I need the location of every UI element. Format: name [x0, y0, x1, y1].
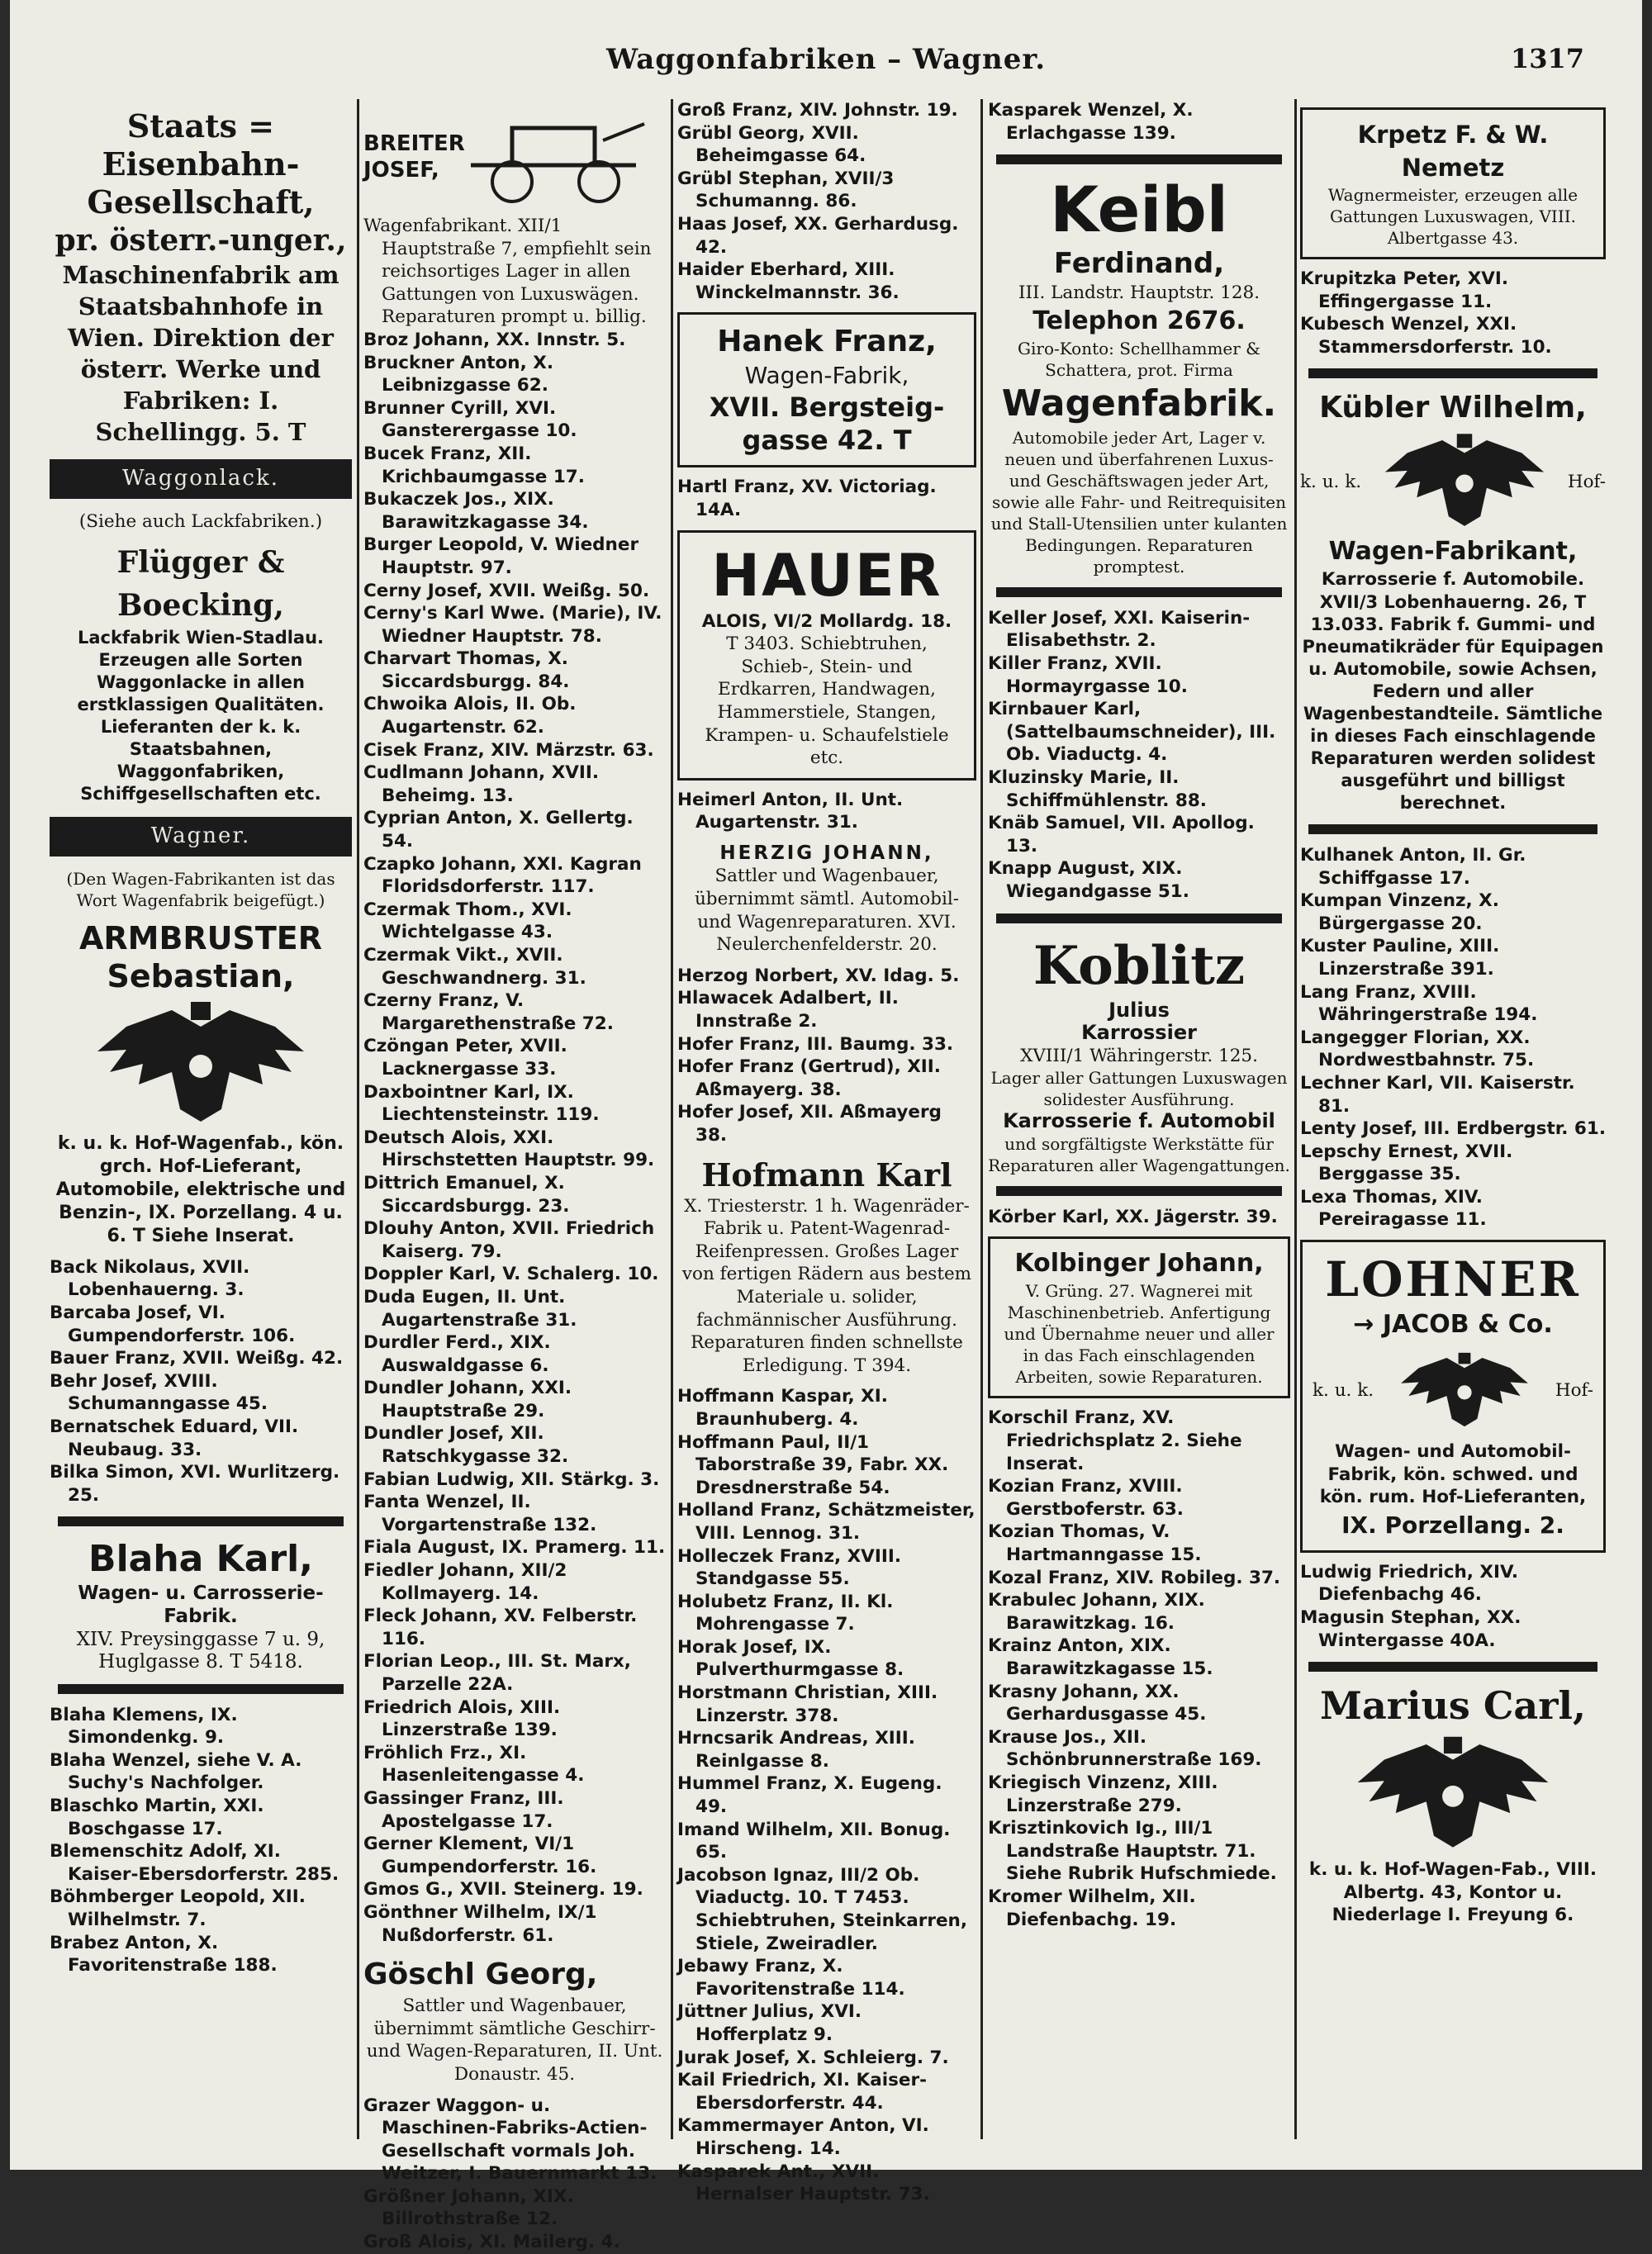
entries-2b	[363, 2095, 666, 2254]
list-item: Bauer Franz, XVII. Weißg. 42.	[50, 1348, 344, 1369]
list-item: Barcaba Josef, VI. Gumpendorferstr. 106.	[50, 1302, 296, 1346]
entries-4b	[988, 607, 1290, 904]
divider-rule	[1308, 1662, 1597, 1672]
ad-subtitle: Wagen-Fabrikant,	[1328, 537, 1578, 567]
list-item: Dittrich Emanuel, X. Siccardsburgg. 23.	[363, 1172, 570, 1217]
ad-title: Staats = Eisenbahn-Gesellschaft,	[87, 107, 315, 221]
list-item: Fröhlich Frz., XI. Hasenleitengasse 4.	[363, 1742, 585, 1787]
ad-address-2: Huglgasse 8. T 5418.	[98, 1651, 303, 1673]
ad-hofmann	[677, 1155, 976, 1378]
entries-5b	[1300, 844, 1606, 1231]
list-item: Krasny Johann, XX. Gerhardusgasse 45.	[988, 1681, 1207, 1725]
ad-title: Marius Carl,	[1320, 1683, 1586, 1729]
ad-subtitle-2: Karrosserie f. Automobile.	[1321, 569, 1585, 591]
list-item: Bernatschek Eduard, VII. Neubaug. 33.	[50, 1416, 299, 1460]
list-item: Holleczek Franz, XVIII. Standgasse 55.	[677, 1545, 901, 1590]
list-item: Gerner Klement, VI/1 Gumpendorferstr. 16.	[363, 1834, 597, 1877]
list-item: Blaschko Martin, XXI. Boschgasse 17.	[50, 1796, 264, 1839]
list-item: Böhmberger Leopold, XII. Wilhelmstr. 7.	[50, 1886, 306, 1931]
list-item: Friedrich Alois, XIII. Linzerstraße 139.	[363, 1696, 561, 1741]
column-2	[363, 99, 666, 2253]
list-item: Fabian Ludwig, XII. Stärkg. 3.	[363, 1469, 660, 1490]
list-item: Kasparek Ant., XVII. Hernalser Hauptstr. 73.	[677, 2161, 930, 2205]
list-item: Czerny Franz, V. Margarethenstraße 72.	[363, 990, 614, 1034]
ad-title: Kübler Wilhelm,	[1319, 391, 1587, 425]
ad-text: Wagen- und Automobil-Fabrik, kön. schwed. und kön. rum. Hof-Lieferanten,	[1319, 1441, 1587, 1508]
list-item: Größner Johann, XIX. Billrothstraße 12.	[363, 2185, 574, 2230]
eagle-icon	[93, 1002, 308, 1126]
list-item: Magusin Stephan, XX. Wintergasse 40A.	[1300, 1607, 1521, 1651]
list-item: Haider Eberhard, XIII. Winckelmannstr. 36.	[677, 259, 900, 303]
ad-text: Automobile jeder Art, Lager v. neuen und überfahrenen Luxus- und Geschäftswagen jeder Art, sowie alle Fahr- und Reitrequisiten und Stall-Utensilien unter kulanten Bedingungen. Reparaturen promptest.	[990, 427, 1288, 577]
list-item: Cerny's Karl Wwe. (Marie), IV. Wiedner Hauptstr. 78.	[363, 603, 662, 647]
list-item: Knäb Samuel, VII. Apollog. 13.	[988, 813, 1255, 857]
arrow-icon: →	[1353, 1310, 1374, 1340]
column-divider	[1294, 99, 1297, 2139]
ad-text: k. u. k. Hof-Wagenfab., kön. grch. Hof-Lieferant, Automobile, elektrische und Benzin-, IX. Porzellang. 4 u. 6. T Siehe Inserat.	[55, 1132, 346, 1246]
ad-subtitle: pr. österr.-unger.,	[55, 223, 347, 258]
ad-firstname: Julius	[1108, 998, 1170, 1022]
list-item: Heimerl Anton, II. Unt. Augartenstr. 31.	[677, 789, 904, 833]
column-1	[50, 99, 352, 2156]
list-item: Czöngan Peter, XVII. Lacknergasse 33.	[363, 1036, 567, 1080]
ad-kuk: k. u. k.	[1313, 1380, 1374, 1402]
ad-kuebler	[1300, 388, 1606, 814]
ad-title: Hanek Franz,	[717, 325, 937, 359]
ad-goeschl	[363, 1955, 666, 2086]
list-item: Lechner Karl, VII. Kaiserstr. 81.	[1300, 1072, 1575, 1117]
ad-title: Flügger & Boecking,	[116, 545, 285, 624]
list-item: Krabulec Johann, XIX. Barawitzkag. 16.	[988, 1590, 1205, 1634]
ad-keibl	[988, 174, 1290, 577]
list-item: Dundler Johann, XXI. Hauptstraße 29.	[363, 1378, 572, 1421]
entries-3a	[677, 99, 976, 304]
ad-subtitle: Wagen- u. Carrosserie-Fabrik.	[78, 1583, 324, 1627]
list-item: Cyprian Anton, X. Gellertg. 54.	[363, 808, 634, 852]
ad-address: III. Landstr. Hauptstr. 128.	[1018, 282, 1260, 304]
list-item: Cerny Josef, XVII. Weißg. 50.	[363, 580, 650, 601]
ad-text: Lackfabrik Wien-Stadlau. Erzeugen alle Sorten Waggonlacke in allen erstklassigen Qualitäten. Lieferanten der k. k. Staatsbahnen, Waggonfabriken, Schiffgesellschaften etc.	[77, 628, 325, 804]
divider-rule	[996, 913, 1282, 923]
list-item: Fiala August, IX. Pramerg. 11.	[363, 1537, 666, 1559]
list-item: Hofer Josef, XII. Aßmayerg 38.	[677, 1102, 942, 1146]
list-item: Lang Franz, XVIII. Währingerstraße 194.	[1300, 981, 1538, 1026]
list-item: Keller Josef, XXI. Kaiserin-Elisabethstr. 2.	[988, 607, 1251, 652]
list-item: Holubetz Franz, II. Kl. Mohrengasse 7.	[677, 1591, 894, 1635]
ad-text: X. Triesterstr. 1 h. Wagenräder-Fabrik u. Patent-Wagenrad-Reifenpressen. Großes Lager von fertigen Rädern aus bestem Materiale u. solider, fachmännischer Ausführung. Reparaturen finden schnellste Erledigung. T 394.	[681, 1195, 972, 1376]
list-item: Hummel Franz, X. Eugeng. 49.	[677, 1773, 942, 1818]
list-item: Kumpan Vinzenz, X. Bürgergasse 20.	[1300, 890, 1499, 934]
column-3	[677, 99, 976, 2205]
section-bar-waggonlack: Waggonlack.	[50, 459, 352, 499]
ad-firstname: Ferdinand,	[1053, 247, 1225, 281]
list-item: Kromer Wilhelm, XII. Diefenbachg. 19.	[988, 1886, 1196, 1930]
ad-breiter	[363, 107, 666, 206]
list-item: Fleck Johann, XV. Felberstr. 116.	[363, 1606, 638, 1649]
list-item: Kozal Franz, XIV. Robileg. 37.	[988, 1567, 1281, 1588]
ad-title: Hofmann Karl	[701, 1155, 952, 1193]
list-item: Dundler Josef, XII. Ratschkygasse 32.	[363, 1423, 569, 1468]
ad-text: V. Grüng. 27. Wagnerei mit Maschinenbetrieb. Anfertigung und Übernahme neuer und aller in das Fach einschlagenden Arbeiten, sowie Reparaturen.	[1004, 1281, 1275, 1388]
list-item: Bucek Franz, XII. Krichbaumgasse 17.	[363, 443, 585, 487]
list-item: Blaha Wenzel, siehe V. A. Suchy's Nachfolger.	[50, 1749, 302, 1794]
list-item: Hofer Franz, III. Baumg. 33.	[677, 1033, 954, 1055]
list-item: Hoffmann Paul, II/1 Taborstraße 39, Fabr. XX. Dresdnerstraße 54.	[677, 1431, 949, 1498]
list-item: Duda Eugen, II. Unt. Augartenstraße 31.	[363, 1286, 577, 1331]
list-item: Hartl Franz, XV. Victoriag. 14A.	[677, 477, 937, 520]
ad-title: Keibl	[1050, 173, 1228, 247]
ad-title: Göschl Georg,	[363, 1957, 598, 1992]
ad-text: XVII/3 Lobenhauerng. 26, T 13.033. Fabrik f. Gummi- und Pneumatikräder für Equipagen u. Automobile, sowie Achsen, Federn und aller Wagenbestandteile. Sämtliche in dieses Fach einschlagende Reparaturen werden solidest ausgeführt und billigst berechnet.	[1302, 591, 1604, 813]
ad-lohner	[1300, 1240, 1606, 1553]
list-item: Czapko Johann, XXI. Kagran Floridsdorferstr. 117.	[363, 853, 642, 898]
list-item: Broz Johann, XX. Innstr. 5.	[363, 329, 626, 350]
list-item: Charvart Thomas, X. Siccardsburgg. 84.	[363, 648, 570, 692]
list-item: Deutsch Alois, XXI. Hirschstetten Hauptstr. 99.	[363, 1127, 655, 1171]
list-item: Gmos G., XVII. Steinerg. 19.	[363, 1879, 643, 1900]
list-item: Doppler Karl, V. Schalerg. 10.	[363, 1264, 659, 1285]
section-bar-wagner: Wagner.	[50, 817, 352, 857]
entries-2a	[363, 329, 666, 1947]
entries-1a	[50, 1256, 352, 1507]
divider-rule	[996, 1186, 1282, 1196]
list-item: Burger Leopold, V. Wiedner Hauptstr. 97.	[363, 534, 639, 578]
list-item: Horak Josef, IX. Pulverthurmgasse 8.	[677, 1636, 904, 1681]
ad-title: ARMBRUSTER	[78, 919, 323, 956]
list-item: Kuster Pauline, XIII. Linzerstraße 391.	[1300, 936, 1500, 980]
list-item: Kail Friedrich, XI. Kaiser-Ebersdorferstr. 44.	[677, 2070, 927, 2114]
list-item: Hrncsarik Andreas, XIII. Reinlgasse 8.	[677, 1728, 915, 1772]
ad-title: Kolbinger Johann,	[1014, 1249, 1264, 1279]
eagle-icon	[1382, 428, 1547, 535]
list-item: Florian Leop., III. St. Marx, Parzelle 22A.	[363, 1651, 631, 1695]
list-item: Czermak Vikt., XVII. Geschwandnerg. 31.	[363, 945, 586, 989]
ad-address-2: gasse 42. T	[742, 425, 912, 457]
ad-address: ALOIS, VI/2 Mollardg. 18.	[701, 610, 952, 632]
list-item: Herzog Norbert, XV. Idag. 5.	[677, 965, 960, 986]
list-item: Grübl Georg, XVII. Beheimgasse 64.	[677, 122, 866, 167]
wagner-note: (Den Wagen-Fabrikanten ist das Wort Wagenfabrik beigefügt.)	[66, 868, 335, 910]
list-item: Kammermayer Anton, VI. Hirscheng. 14.	[677, 2115, 929, 2159]
list-item: Blemenschitz Adolf, XI. Kaiser-Ebersdorferstr. 285.	[50, 1841, 339, 1885]
ad-title: LOHNER	[1325, 1251, 1581, 1308]
list-item: Korschil Franz, XV. Friedrichsplatz 2. Siehe Inserat.	[988, 1407, 1242, 1474]
entries-1b	[50, 1704, 352, 1977]
list-item: Jacobson Ignaz, III/2 Ob. Viaductg. 10. T 7453. Schiebtruhen, Steinkarren, Stiele, Zweiradler.	[677, 1864, 967, 1954]
ad-hof: Hof-	[1567, 471, 1606, 492]
list-item: Daxbointner Karl, IX. Liechtensteinstr. 119.	[363, 1081, 600, 1126]
list-item: Bilka Simon, XVI. Wurlitzerg. 25.	[50, 1462, 340, 1506]
ad-text: k. u. k. Hof-Wagen-Fab., VIII. Albertg. 43, Kontor u. Niederlage I. Freyung 6.	[1308, 1859, 1597, 1926]
entries-3e	[677, 1385, 976, 2205]
list-item: Grübl Stephan, XVII/3 Schumanng. 86.	[677, 168, 895, 212]
list-item: Brabez Anton, X. Favoritenstraße 188.	[50, 1932, 278, 1976]
list-item: Fiedler Johann, XII/2 Kollmayerg. 14.	[363, 1560, 567, 1604]
list-item: Fanta Wenzel, II. Vorgartenstraße 132.	[363, 1492, 597, 1535]
list-item: Krupitzka Peter, XVI. Effingergasse 11.	[1300, 268, 1509, 312]
ad-title: BREITER	[363, 131, 465, 156]
list-item: Gassinger Franz, III. Apostelgasse 17.	[363, 1787, 564, 1832]
ad-text: Wagenfabrikant. XII/1 Hauptstraße 7, empfiehlt sein reichsortiges Lager in allen Gattungen von Luxuswägen. Reparaturen prompt u. billig.	[363, 216, 652, 328]
list-item: Kulhanek Anton, II. Gr. Schiffgasse 17.	[1300, 844, 1526, 889]
ad-armbruster	[50, 919, 352, 1248]
divider-rule	[996, 154, 1282, 164]
column-divider	[357, 99, 359, 2139]
divider-rule	[1308, 824, 1597, 834]
eagle-icon	[1354, 1736, 1552, 1852]
ad-text: Sattler und Wagenbauer, übernimmt sämtliche Geschirr- und Wagen-Reparaturen, II. Unt. Donaustr. 45.	[366, 1995, 663, 2085]
divider-rule	[996, 587, 1282, 597]
ad-konto: Giro-Konto: Schellhammer & Schattera, prot. Firma	[1018, 338, 1260, 380]
ad-kolbinger	[988, 1236, 1290, 1398]
ad-subtitle: Karrossier	[1081, 1021, 1197, 1045]
ad-marius	[1300, 1682, 1606, 1927]
column-divider	[671, 99, 673, 2139]
list-item: Kriegisch Vinzenz, XIII. Linzerstraße 279.	[988, 1772, 1218, 1816]
list-item: Cisek Franz, XIV. Märzstr. 63.	[363, 739, 654, 761]
ad-hauer	[677, 530, 976, 781]
ad-title: HERZIG JOHANN,	[719, 842, 934, 864]
page-number: 1317	[1510, 43, 1584, 74]
ad-text: Maschinenfabrik am Staatsbahnhofe in Wien. Direktion der österr. Werke und Fabriken: I. Schellingg. 5. T	[62, 261, 339, 446]
ad-herzig	[677, 842, 976, 956]
list-item: Kozian Thomas, V. Hartmanngasse 15.	[988, 1521, 1202, 1566]
carriage-icon	[454, 107, 653, 206]
ad-blaha	[50, 1536, 352, 1673]
ad-subtitle: Wagen-Fabrik,	[744, 362, 909, 390]
list-item: Kubesch Wenzel, XXI. Stammersdorferstr. 10.	[1300, 314, 1552, 358]
ad-address: XVII. Bergsteig-	[709, 391, 945, 424]
column-5	[1300, 99, 1606, 2156]
ad-hanek	[677, 312, 976, 467]
ad-firstname: JOSEF,	[363, 158, 439, 183]
list-item: Ludwig Friedrich, XIV. Diefenbachg 46.	[1300, 1561, 1519, 1606]
list-item: Langegger Florian, XX. Nordwestbahnstr. 75.	[1300, 1027, 1535, 1071]
ad-title: Koblitz	[1032, 934, 1246, 997]
list-item: Bruckner Anton, X. Leibnizgasse 62.	[363, 352, 554, 396]
list-item: Krause Jos., XII. Schönbrunnerstraße 169.	[988, 1726, 1262, 1771]
ad-hof: Hof-	[1555, 1380, 1593, 1402]
telephone-icon: Telephon 2676.	[1032, 306, 1246, 335]
list-item: Groß Alois, XI. Mailerg. 4.	[363, 2232, 620, 2253]
page-title: Waggonfabriken – Wagner.	[605, 43, 1047, 76]
list-item: Grazer Waggon- u. Maschinen-Fabriks-Actien-Gesellschaft vormals Joh. Weitzer, I. Bauernmarkt 13.	[363, 2095, 657, 2185]
entries-3d	[677, 965, 976, 1147]
list-item: Durdler Ferd., XIX. Auswaldgasse 6.	[363, 1332, 551, 1376]
list-item: Kozian Franz, XVIII. Gerstboferstr. 63.	[988, 1476, 1184, 1520]
list-item: Lepschy Ernest, XVII. Berggasse 35.	[1300, 1141, 1513, 1185]
ad-krpetz	[1300, 107, 1606, 259]
list-item: Brunner Cyrill, XVI. Gansterergasse 10.	[363, 397, 577, 442]
list-item: Kluzinsky Marie, II. Schiffmühlenstr. 88.	[988, 766, 1207, 811]
list-item: Back Nikolaus, XVII. Lobenhauerng. 3.	[50, 1256, 250, 1301]
ad-subtitle-2: Karrosserie f. Automobil	[1003, 1109, 1275, 1133]
ad-kuk: k. u. k.	[1300, 471, 1362, 492]
list-item: Hofer Franz (Gertrud), XII. Aßmayerg. 38.	[677, 1056, 941, 1100]
list-item: Krisztinkovich Ig., III/1 Landstraße Hauptstr. 71. Siehe Rubrik Hufschmiede.	[988, 1818, 1277, 1885]
list-item: Holland Franz, Schätzmeister, VIII. Lennog. 31.	[677, 1500, 976, 1544]
directory-page	[10, 0, 1642, 2253]
entries-4d	[988, 1407, 1290, 1931]
list-item: Imand Wilhelm, XII. Bonug. 65.	[677, 1819, 951, 1863]
divider-rule	[1308, 368, 1597, 378]
list-item: Killer Franz, XVII. Hormayrgasse 10.	[988, 652, 1188, 697]
ad-text-2: und sorgfältigste Werkstätte für Reparaturen aller Wagengattungen.	[988, 1133, 1290, 1175]
list-item: Horstmann Christian, XIII. Linzerstr. 378.	[677, 1682, 938, 1726]
list-item: Dlouhy Anton, XVII. Friedrich Kaiserg. 79.	[363, 1218, 655, 1262]
ad-firstname: Sebastian,	[107, 957, 295, 994]
list-item: Krainz Anton, XIX. Barawitzkagasse 15.	[988, 1635, 1213, 1679]
eagle-icon	[1398, 1341, 1531, 1440]
ad-title: Krpetz F. & W. Nemetz	[1357, 121, 1549, 182]
list-item: Cudlmann Johann, XVII. Beheimg. 13.	[363, 762, 600, 806]
list-item: Knapp August, XIX. Wiegandgasse 51.	[988, 858, 1189, 902]
ad-title: Blaha Karl,	[88, 1538, 313, 1581]
list-item: Blaha Klemens, IX. Simondenkg. 9.	[50, 1704, 238, 1749]
list-item: Jebawy Franz, X. Favoritenstraße 114.	[677, 1956, 905, 2000]
ad-fluegger	[50, 541, 352, 805]
list-item: Lexa Thomas, XIV. Pereiragasse 11.	[1300, 1186, 1487, 1231]
ad-text: T 3403. Schiebtruhen, Schieb-, Stein- und Erdkarren, Handwagen, Hammerstiele, Stangen, Krampen- u. Schaufelstiele etc.	[705, 633, 949, 769]
list-item: Kasparek Wenzel, X. Erlachgasse 139.	[988, 100, 1194, 144]
list-item: Körber Karl, XX. Jägerstr. 39.	[988, 1206, 1278, 1227]
ad-subtitle: JACOB & Co.	[1382, 1310, 1553, 1340]
list-item: Lenty Josef, III. Erdbergstr. 61.	[1300, 1118, 1606, 1140]
ad-title: HAUER	[711, 541, 942, 610]
list-item: Bukaczek Jos., XIX. Barawitzkagasse 34.	[363, 489, 589, 533]
list-item: Kirnbauer Karl, (Sattelbaumschneider), III. Ob. Viaductg. 4.	[988, 699, 1276, 766]
ad-koblitz	[988, 933, 1290, 1176]
ad-text: Sattler und Wagenbauer, übernimmt sämtl. Automobil- und Wagenreparaturen. XVI. Neulerchenfelderstr. 20.	[694, 866, 960, 956]
column-4	[988, 99, 1290, 2156]
list-item: Behr Josef, XVIII. Schumanngasse 45.	[50, 1370, 268, 1415]
ad-address: XVIII/1 Währingerstr. 125.	[1020, 1045, 1258, 1066]
divider-rule	[58, 1684, 344, 1694]
ad-address: IX. Porzellang. 2.	[1341, 1511, 1564, 1539]
list-item: Groß Franz, XIV. Johnstr. 19.	[677, 100, 958, 121]
list-item: Chwoika Alois, II. Ob. Augartenstr. 62.	[363, 694, 577, 738]
divider-rule	[58, 1516, 344, 1526]
list-item: Jüttner Julius, XVI. Hofferplatz 9.	[677, 2001, 862, 2045]
list-item: Haas Josef, XX. Gerhardusg. 42.	[677, 213, 959, 258]
list-item: Hlawacek Adalbert, II. Innstraße 2.	[677, 988, 899, 1032]
see-also-note: (Siehe auch Lackfabriken.)	[78, 510, 323, 532]
column-divider	[980, 99, 983, 2139]
list-item: Czermak Thom., XVI. Wichtelgasse 43.	[363, 899, 572, 943]
list-item: Gönthner Wilhelm, IX/1 Nußdorferstr. 61.	[363, 1901, 597, 1946]
ad-text: Lager aller Gattungen Luxuswagen solidester Ausführung.	[990, 1068, 1288, 1110]
ad-staatsbahn	[50, 107, 352, 448]
list-item: Jurak Josef, X. Schleierg. 7.	[677, 2047, 949, 2068]
ad-text: Wagnermeister, erzeugen alle Gattungen Luxuswagen, VIII. Albertgasse 43.	[1327, 185, 1578, 248]
list-item: Hoffmann Kaspar, XI. Braunhuberg. 4.	[677, 1386, 888, 1430]
ad-subtitle: Wagenfabrik.	[1001, 382, 1277, 425]
ad-address: XIV. Preysinggasse 7 u. 9,	[76, 1628, 325, 1650]
